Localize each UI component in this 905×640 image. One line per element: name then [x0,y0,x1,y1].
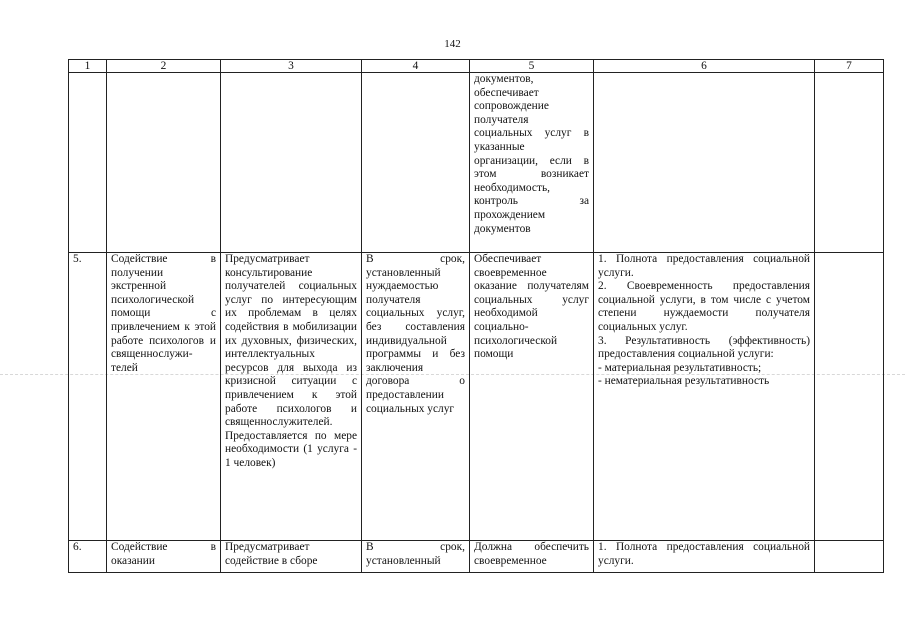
indicator-line: - нематериальная результативность [598,375,770,388]
table-cell [69,73,107,253]
page-number: 142 [444,38,461,50]
table-cell [815,253,884,541]
column-header: 5 [470,60,594,73]
service-timing: В срок, установленный нуждаемостью получателя социальных услуг, без составления индивидуальной программы и без заключения договора о предоставлении социальных услуг [362,253,470,541]
indicator-line: 2. Своевременность предоставления социальной услуги, в том числе с учетом степени нуждаемости получателя социальных услуг. [598,280,810,333]
column-number-row [69,60,884,73]
table-cell [594,73,815,253]
column-header: 2 [107,60,221,73]
table-cell [815,541,884,573]
column-header: 7 [815,60,884,73]
table-row-service-6 [69,541,884,573]
indicator-line: 1. Полнота предоставления социальной услуги. [598,541,810,567]
service-indicators [594,253,815,541]
column-header: 6 [594,60,815,73]
services-table [68,59,884,573]
service-name: Содействие в оказании [107,541,221,573]
service-timing: В срок, установленный [362,541,470,573]
column-header: 1 [69,60,107,73]
service-indicators [594,541,815,573]
service-description: Предусматривает содействие в сборе [221,541,362,573]
table-cell-standard: документов, обеспечивает сопровождение получателя социальных услуг в указанные организации, если в этом возникает необходимость, контроль за прохождением документов [470,73,594,253]
column-header: 4 [362,60,470,73]
table-cell [815,73,884,253]
table-cell [221,73,362,253]
row-number: 6. [69,541,107,573]
service-standard: Должна обеспечить своевременное [470,541,594,573]
table-cell [362,73,470,253]
table-row-service-5 [69,253,884,541]
table-row-continuation [69,73,884,253]
table-cell [107,73,221,253]
indicator-line: 1. Полнота предоставления социальной услуги. [598,253,810,279]
service-description: Предусматривает консультирование получателей социальных услуг по интересующим их проблемам в целях содействия в мобилизации их духовных, физических, интеллектуальных ресурсов для выхода из кризисной ситуации с привлечением к этой работе психологов и священнослужителей. Предоставляется по мере необходимости (1 услуга - 1 человек) [221,253,362,541]
service-standard: Обеспечивает своевременное оказание получателям социальных услуг необходимой социально-психологической помощи [470,253,594,541]
indicator-line: 3. Результативность (эффективность) предоставления социальной услуги: [598,334,810,361]
service-name: Содействие в получении экстренной психологической помощи с привлечением к этой работе психологов и священнослужи-телей [107,253,221,541]
indicator-line: - материальная результативность; [598,361,762,374]
row-number: 5. [69,253,107,541]
column-header: 3 [221,60,362,73]
